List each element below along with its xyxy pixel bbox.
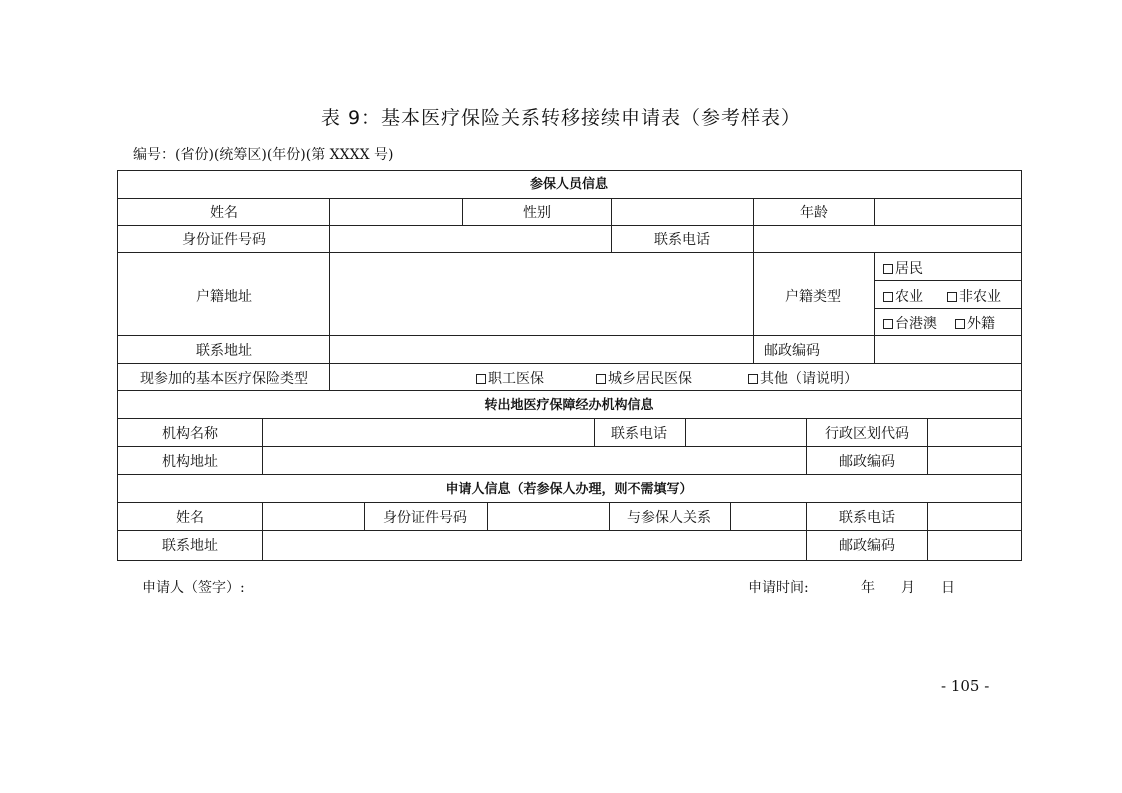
label-id-number: 身份证件号码 (182, 232, 266, 248)
label-applicant-id: 身份证件号码 (383, 510, 467, 526)
checkbox-icon (955, 319, 965, 329)
checkbox-icon (883, 319, 893, 329)
applicant-id-field[interactable] (488, 503, 608, 529)
label-applicant-postal-code: 邮政编码 (839, 538, 895, 554)
label-postal-code: 邮政编码 (764, 343, 820, 359)
label-gender: 性别 (523, 205, 551, 221)
label-admin-code: 行政区划代码 (825, 426, 909, 442)
id-number-field[interactable] (330, 226, 610, 252)
applicant-name-field[interactable] (263, 503, 363, 529)
month-label: 月 (901, 580, 915, 596)
label-org-name: 机构名称 (162, 426, 218, 442)
checkbox-icon (596, 374, 606, 384)
option-urban-rural-insurance[interactable]: 城乡居民医保 (596, 370, 692, 388)
applicant-postal-code-field[interactable] (928, 531, 1020, 559)
label-org-postal-code: 邮政编码 (839, 454, 895, 470)
section-transfer-out: 转出地医疗保障经办机构信息 (484, 398, 654, 413)
label-phone: 联系电话 (654, 232, 710, 248)
label-name: 姓名 (210, 205, 238, 221)
option-other-insurance[interactable]: 其他（请说明） (748, 370, 858, 388)
day-label: 日 (941, 580, 955, 596)
label-relation: 与参保人关系 (627, 510, 711, 526)
checkbox-icon (883, 264, 893, 274)
org-postal-code-field[interactable] (928, 447, 1020, 473)
hukou-address-field[interactable] (330, 253, 752, 335)
checkbox-icon (883, 292, 893, 302)
option-foreign[interactable]: 外籍 (955, 315, 995, 333)
applicant-address-field[interactable] (263, 531, 805, 559)
label-applicant-name: 姓名 (176, 510, 204, 526)
relation-field[interactable] (731, 503, 805, 529)
org-phone-field[interactable] (686, 419, 805, 445)
apply-time-label: 申请时间: (748, 580, 809, 596)
label-applicant-phone: 联系电话 (839, 510, 895, 526)
serial-number: 编号：(省份)(统筹区)(年份)(第 XXXX 号) (133, 147, 394, 163)
age-field[interactable] (875, 199, 1020, 225)
contact-address-field[interactable] (330, 336, 752, 362)
applicant-signature-label: 申请人（签字）: (142, 580, 245, 596)
option-resident[interactable]: 居民 (883, 260, 923, 278)
label-org-address: 机构地址 (162, 454, 218, 470)
checkbox-icon (748, 374, 758, 384)
applicant-phone-field[interactable] (928, 503, 1020, 529)
year-label: 年 (861, 580, 875, 596)
checkbox-icon (947, 292, 957, 302)
org-name-field[interactable] (263, 419, 593, 445)
application-form (117, 170, 1022, 561)
admin-code-field[interactable] (928, 419, 1020, 445)
label-hukou-address: 户籍地址 (196, 289, 252, 305)
label-applicant-address: 联系地址 (162, 538, 218, 554)
label-contact-address: 联系地址 (196, 343, 252, 359)
section-applicant-info: 申请人信息（若参保人办理，则不需填写） (445, 482, 693, 497)
option-non-agri[interactable]: 非农业 (947, 288, 1001, 306)
phone-field[interactable] (754, 226, 1020, 252)
page-title: 表 9：基本医疗保险关系转移接续申请表（参考样表） (320, 107, 802, 129)
label-current-insurance-type: 现参加的基本医疗保险类型 (140, 371, 308, 387)
page-number: - 105 - (941, 677, 990, 695)
label-hukou-type: 户籍类型 (785, 289, 841, 305)
org-address-field[interactable] (263, 447, 805, 473)
option-hk-mo-tw[interactable]: 台港澳 (883, 315, 937, 333)
gender-field[interactable] (612, 199, 752, 225)
name-field[interactable] (330, 199, 461, 225)
postal-code-field[interactable] (875, 336, 1020, 362)
section-insured-info: 参保人员信息 (529, 177, 609, 192)
checkbox-icon (476, 374, 486, 384)
label-age: 年龄 (800, 205, 828, 221)
option-employee-insurance[interactable]: 职工医保 (476, 370, 544, 388)
option-agri[interactable]: 农业 (883, 288, 923, 306)
label-org-phone: 联系电话 (611, 426, 667, 442)
